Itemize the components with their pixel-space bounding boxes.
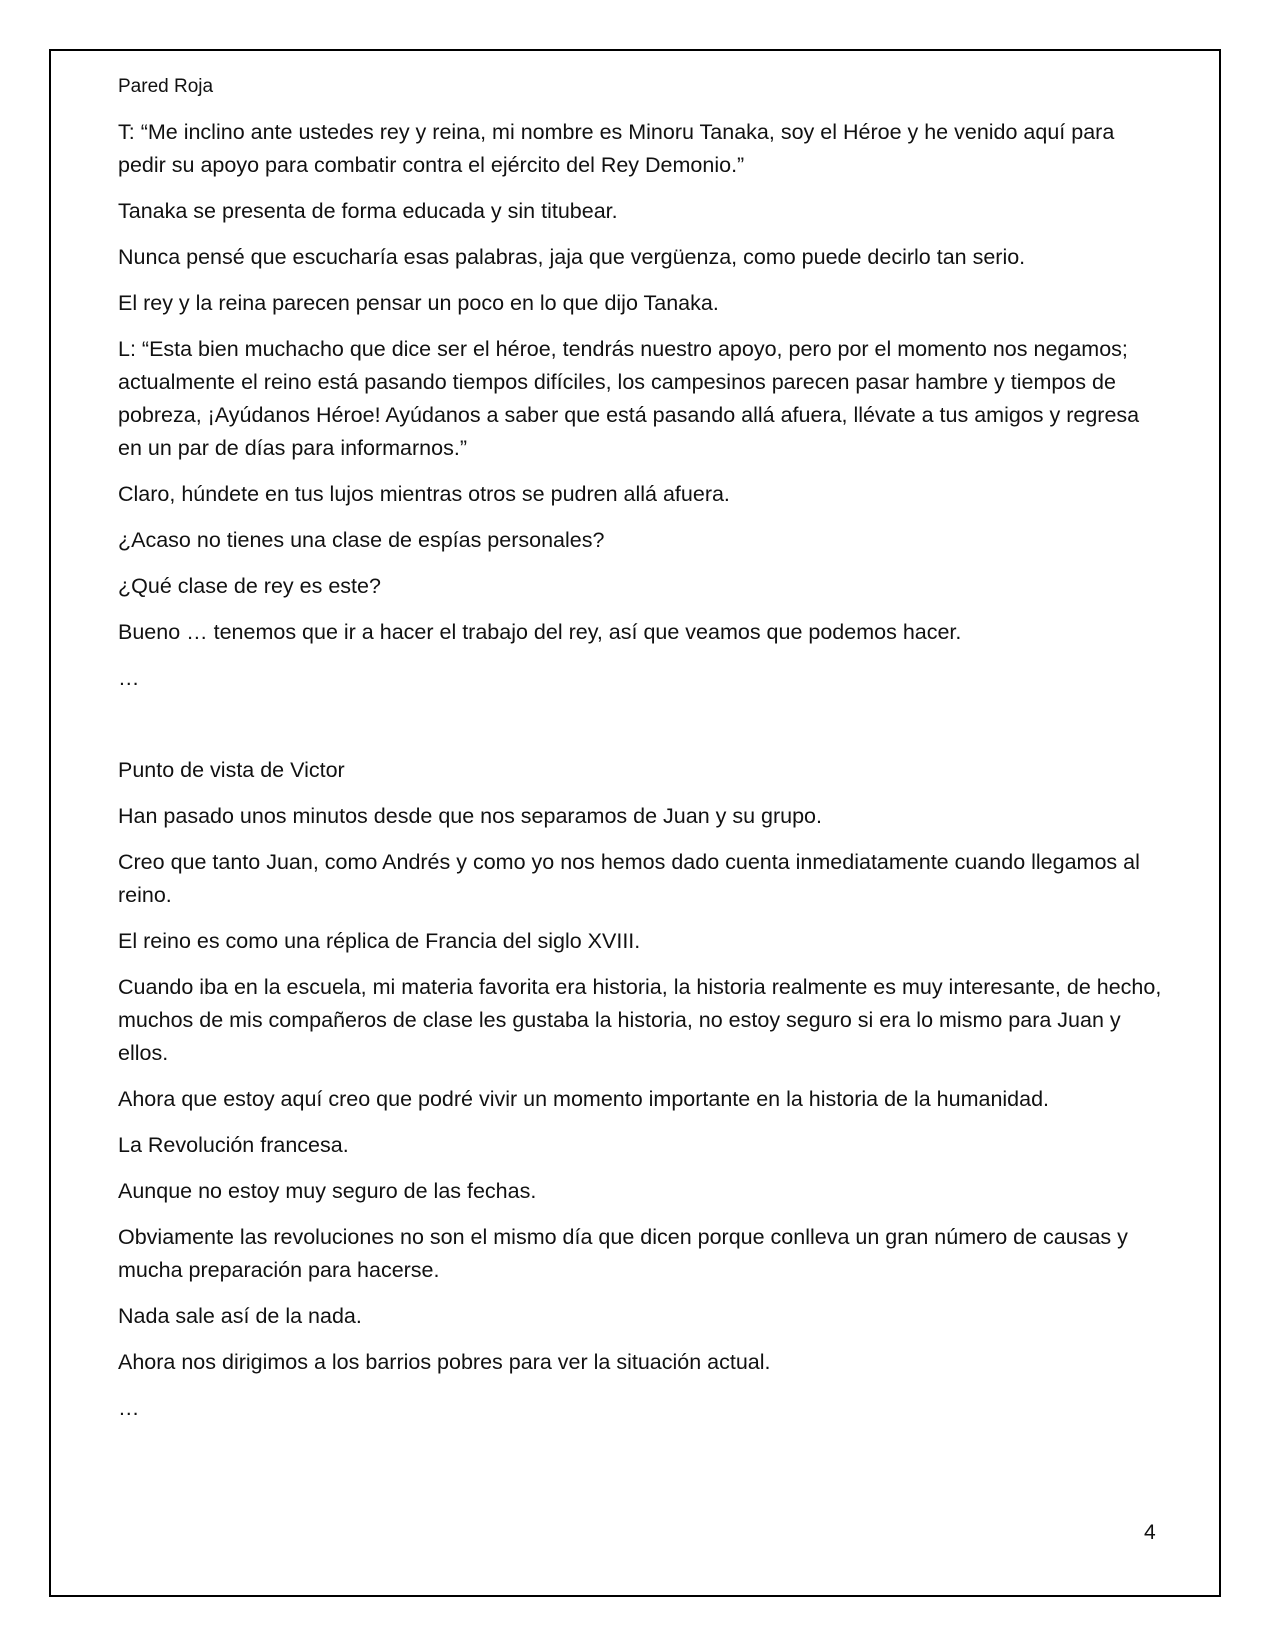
paragraph: ¿Qué clase de rey es este?: [118, 574, 381, 598]
ellipsis-line: …: [118, 666, 140, 690]
paragraph: ¿Acaso no tienes una clase de espías personales?: [118, 528, 605, 552]
paragraph: Nada sale así de la nada.: [118, 1304, 362, 1328]
section-spacer: [118, 708, 1168, 754]
paragraph: Aunque no estoy muy seguro de las fechas.: [118, 1179, 537, 1203]
paragraph: Nunca pensé que escucharía esas palabras, jaja que vergüenza, como puede decirlo tan serio.: [118, 245, 1026, 269]
paragraph: Creo que tanto Juan, como Andrés y como yo nos hemos dado cuenta inmediatamente cuando llegamos al reino.: [118, 850, 1140, 907]
running-header: Pared Roja: [118, 76, 214, 97]
paragraph: Han pasado unos minutos desde que nos separamos de Juan y su grupo.: [118, 804, 822, 828]
paragraph: La Revolución francesa.: [118, 1133, 349, 1157]
paragraph: Ahora nos dirigimos a los barrios pobres para ver la situación actual.: [118, 1350, 771, 1374]
paragraph: Ahora que estoy aquí creo que podré vivir un momento importante en la historia de la humanidad.: [118, 1087, 1050, 1111]
paragraph: El reino es como una réplica de Francia del siglo XVIII.: [118, 929, 641, 953]
section-heading: Punto de vista de Victor: [118, 758, 345, 782]
paragraph: L: “Esta bien muchacho que dice ser el héroe, tendrás nuestro apoyo, pero por el momento nos negamos; actualmente el reino está pasando tiempos difíciles, los campesinos parecen pasar hambre y tiempos de pobreza, ¡Ayúdanos Héroe! Ayúdanos a saber que está pasando allá afuera, llévate a tus amigos y regresa en un par de días para informarnos.”: [118, 337, 1140, 460]
paragraph: Tanaka se presenta de forma educada y sin titubear.: [118, 199, 618, 223]
ellipsis-line: …: [118, 1396, 140, 1420]
paragraph: Bueno … tenemos que ir a hacer el trabajo del rey, así que veamos que podemos hacer.: [118, 620, 962, 644]
paragraph: El rey y la reina parecen pensar un poco en lo que dijo Tanaka.: [118, 291, 719, 315]
paragraph: Claro, húndete en tus lujos mientras otros se pudren allá afuera.: [118, 482, 730, 506]
paragraph: Cuando iba en la escuela, mi materia favorita era historia, la historia realmente es muy interesante, de hecho, muchos de mis compañeros de clase les gustaba la historia, no estoy seguro si era lo mismo para Juan y ellos.: [118, 975, 1162, 1065]
document-body: [118, 70, 1168, 1438]
paragraph: Obviamente las revoluciones no son el mismo día que dicen porque conlleva un gran número de causas y mucha preparación para hacerse.: [118, 1225, 1128, 1282]
page-number: 4: [1144, 1521, 1156, 1544]
paragraph: T: “Me inclino ante ustedes rey y reina, mi nombre es Minoru Tanaka, soy el Héroe y he venido aquí para pedir su apoyo para combatir contra el ejército del Rey Demonio.”: [118, 120, 1115, 177]
